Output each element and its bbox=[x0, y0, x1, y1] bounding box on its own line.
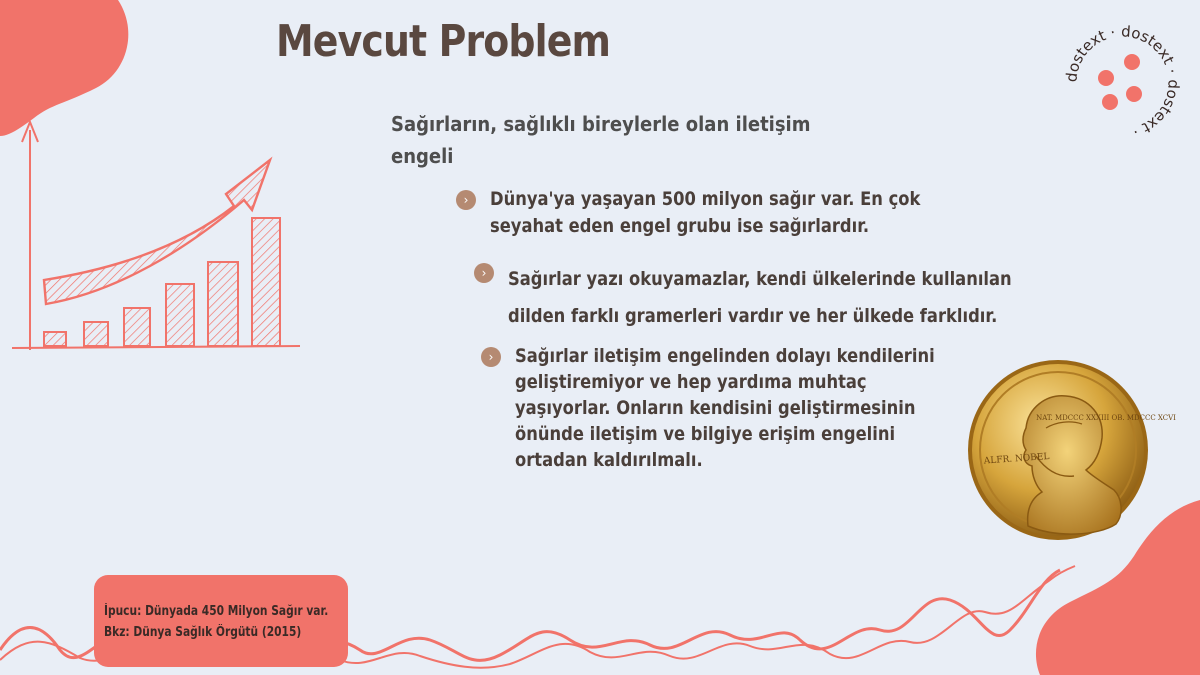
bullet-line: Sağırlar iletişim engelinden dolayı kendilerini bbox=[515, 345, 935, 367]
bullet-line: seyahat eden engel grubu ise sağırlardır. bbox=[490, 215, 870, 237]
bullet-item bbox=[456, 186, 990, 240]
bullet-item bbox=[481, 343, 1003, 473]
bullet-line: Sağırlar yazı okuyamazlar, kendi ülkelerinde kullanılan bbox=[508, 268, 1012, 290]
subtitle: Sağırların, sağlıklı bireylerle olan iletişim engeli bbox=[391, 112, 811, 168]
tip-box bbox=[94, 575, 348, 667]
bullet-text bbox=[508, 261, 1012, 335]
svg-text:NAT. MDCCC XXXIII OB. MDCCC XC bbox=[1036, 414, 1176, 422]
dostext-logo-icon bbox=[1060, 20, 1185, 145]
chevron-right-icon: › bbox=[474, 263, 494, 283]
bullet-line: geliştiremiyor ve hep yardıma muhtaç bbox=[515, 371, 867, 393]
bullet-line: dilden farklı gramerleri vardır ve her ülkede farklıdır. bbox=[508, 305, 998, 327]
bullet-text bbox=[515, 343, 935, 473]
chevron-right-icon: › bbox=[481, 347, 501, 367]
bullet-line: Dünya'ya yaşayan 500 milyon sağır var. En çok bbox=[490, 188, 921, 210]
chevron-right-icon: › bbox=[456, 190, 476, 210]
bullet-line: önünde iletişim ve bilgiye erişim engelini bbox=[515, 423, 896, 445]
page-title: Mevcut Problem bbox=[276, 16, 611, 67]
bullet-line: ortadan kaldırılmalı. bbox=[515, 449, 703, 471]
bullet-item bbox=[474, 261, 1094, 335]
logo-ring-text: dostext · dostext · dostext · bbox=[1062, 22, 1183, 142]
bullet-text bbox=[490, 186, 920, 240]
bullet-line: yaşıyorlar. Onların kendisini geliştirmesinin bbox=[515, 397, 916, 419]
growth-chart-sketch-icon bbox=[8, 110, 308, 360]
medal-inscription-left: ALFR. NOBEL bbox=[983, 451, 1050, 467]
tip-line-1: İpucu: Dünyada 450 Milyon Sağır var. bbox=[104, 604, 329, 619]
nobel-medal-image bbox=[966, 358, 1176, 542]
tip-line-2: Bkz: Dünya Sağlık Örgütü (2015) bbox=[104, 625, 302, 640]
svg-text:dostext · dostext · dostext · bbox=[1062, 22, 1182, 141]
medal-inscription-right: NAT. MDCCC XXXIII OB. MDCCC XCVI bbox=[1036, 414, 1176, 422]
